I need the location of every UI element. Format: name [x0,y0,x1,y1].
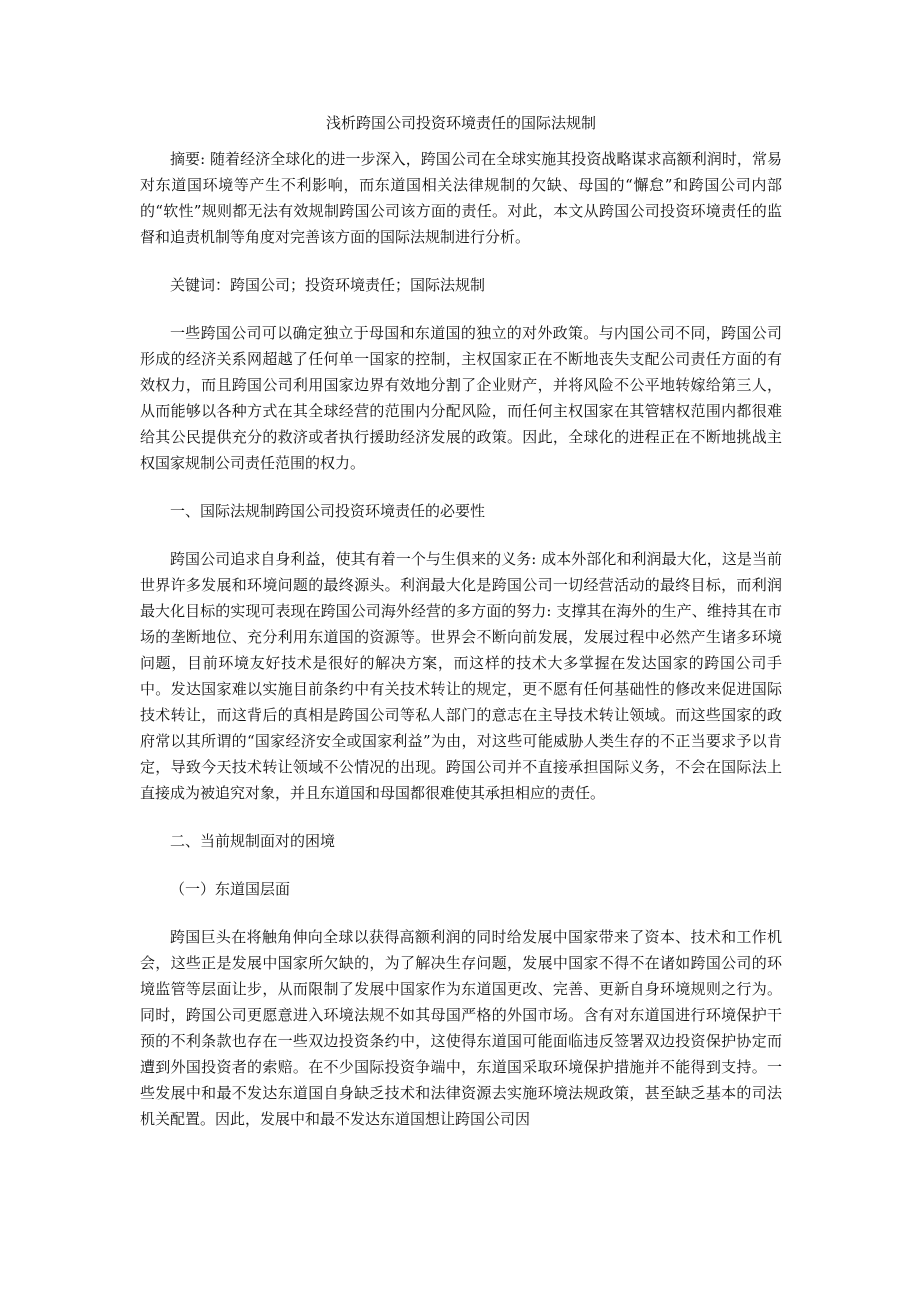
intro-paragraph: 一些跨国公司可以确定独立于母国和东道国的独立的对外政策。与内国公司不同，跨国公司形成的经济关系网超越了任何单一国家的控制，主权国家正在不断地丧失支配公司责任方面的有效权力，而且跨国公司利用国家边界有效地分割了企业财产，并将风险不公平地转嫁给第三人，从而能够以各种方式在其全球经营的范围内分配风险，而任何主权国家在其管辖权范围内都很难给其公民提供充分的救济或者执行援助经济发展的政策。因此，全球化的进程正在不断地挑战主权国家规制公司责任范围的权力。 [140,324,782,472]
document-page [140,110,782,1154]
keywords-line: 关键词：跨国公司；投资环境责任；国际法规制 [170,276,486,294]
section-1-paragraph: 跨国公司追求自身利益，使其有着一个与生俱来的义务: 成本外部化和利润最大化，这是当前世界许多发展和环境问题的最终源头。利润最大化是跨国公司一切经营活动的最终目标，而利润最大化目标的实现可表现在跨国公司海外经营的多方面的努力: 支撑其在海外的生产、维持其在市场的垄断地位、充分利用东道国的资源等。世界会不断向前发展，发展过程中必然产生诸多环境问题，目前环境友好技术是很好的解决方案，而这样的技术大多掌握在发达国家的跨国公司手中。发达国家难以实施目前条约中有关技术转让的规定，更不愿有任何基础性的修改来促进国际技术转让，而这背后的真相是跨国公司等私人部门的意志在主导技术转让领域。而这些国家的政府常以其所谓的“国家经济安全或国家利益”为由，对这些可能威胁人类生存的不正当要求予以肯定，导致今天技术转让领域不公情况的出现。跨国公司并不直接承担国际义务，不会在国际法上直接成为被追究对象，并且东道国和母国都很难使其承担相应的责任。 [140,550,782,802]
document-title: 浅析跨国公司投资环境责任的国际法规制 [325,114,596,132]
section-2-heading: 二、当前规制面对的困境 [170,832,336,850]
section-1-heading: 一、国际法规制跨国公司投资环境责任的必要性 [170,502,486,520]
subsection-1-heading: （一）东道国层面 [170,880,291,898]
abstract-paragraph: 摘要: 随着经济全球化的进一步深入，跨国公司在全球实施其投资战略谋求高额利润时，常易对东道国环境等产生不利影响，而东道国相关法律规制的欠缺、母国的“懈怠”和跨国公司内部的“软性”规则都无法有效规制跨国公司该方面的责任。对此，本文从跨国公司投资环境责任的监督和追责机制等角度对完善该方面的国际法规制进行分析。 [140,150,782,246]
subsection-1-paragraph: 跨国巨头在将触角伸向全球以获得高额利润的同时给发展中国家带来了资本、技术和工作机会，这些正是发展中国家所欠缺的，为了解决生存问题，发展中国家不得不在诸如跨国公司的环境监管等层面让步，从而限制了发展中国家作为东道国更改、完善、更新自身环境规则之行为。同时，跨国公司更愿意进入环境法规不如其母国严格的外国市场。含有对东道国进行环境保护干预的不利条款也存在一些双边投资条约中，这使得东道国可能面临违反签署双边投资保护协定而遭到外国投资者的索赔。在不少国际投资争端中，东道国采取环境保护措施并不能得到支持。一些发展中和最不发达东道国自身缺乏技术和法律资源去实施环境法规政策，甚至缺乏基本的司法机关配置。因此，发展中和最不发达东道国想让跨国公司因 [140,928,782,1128]
